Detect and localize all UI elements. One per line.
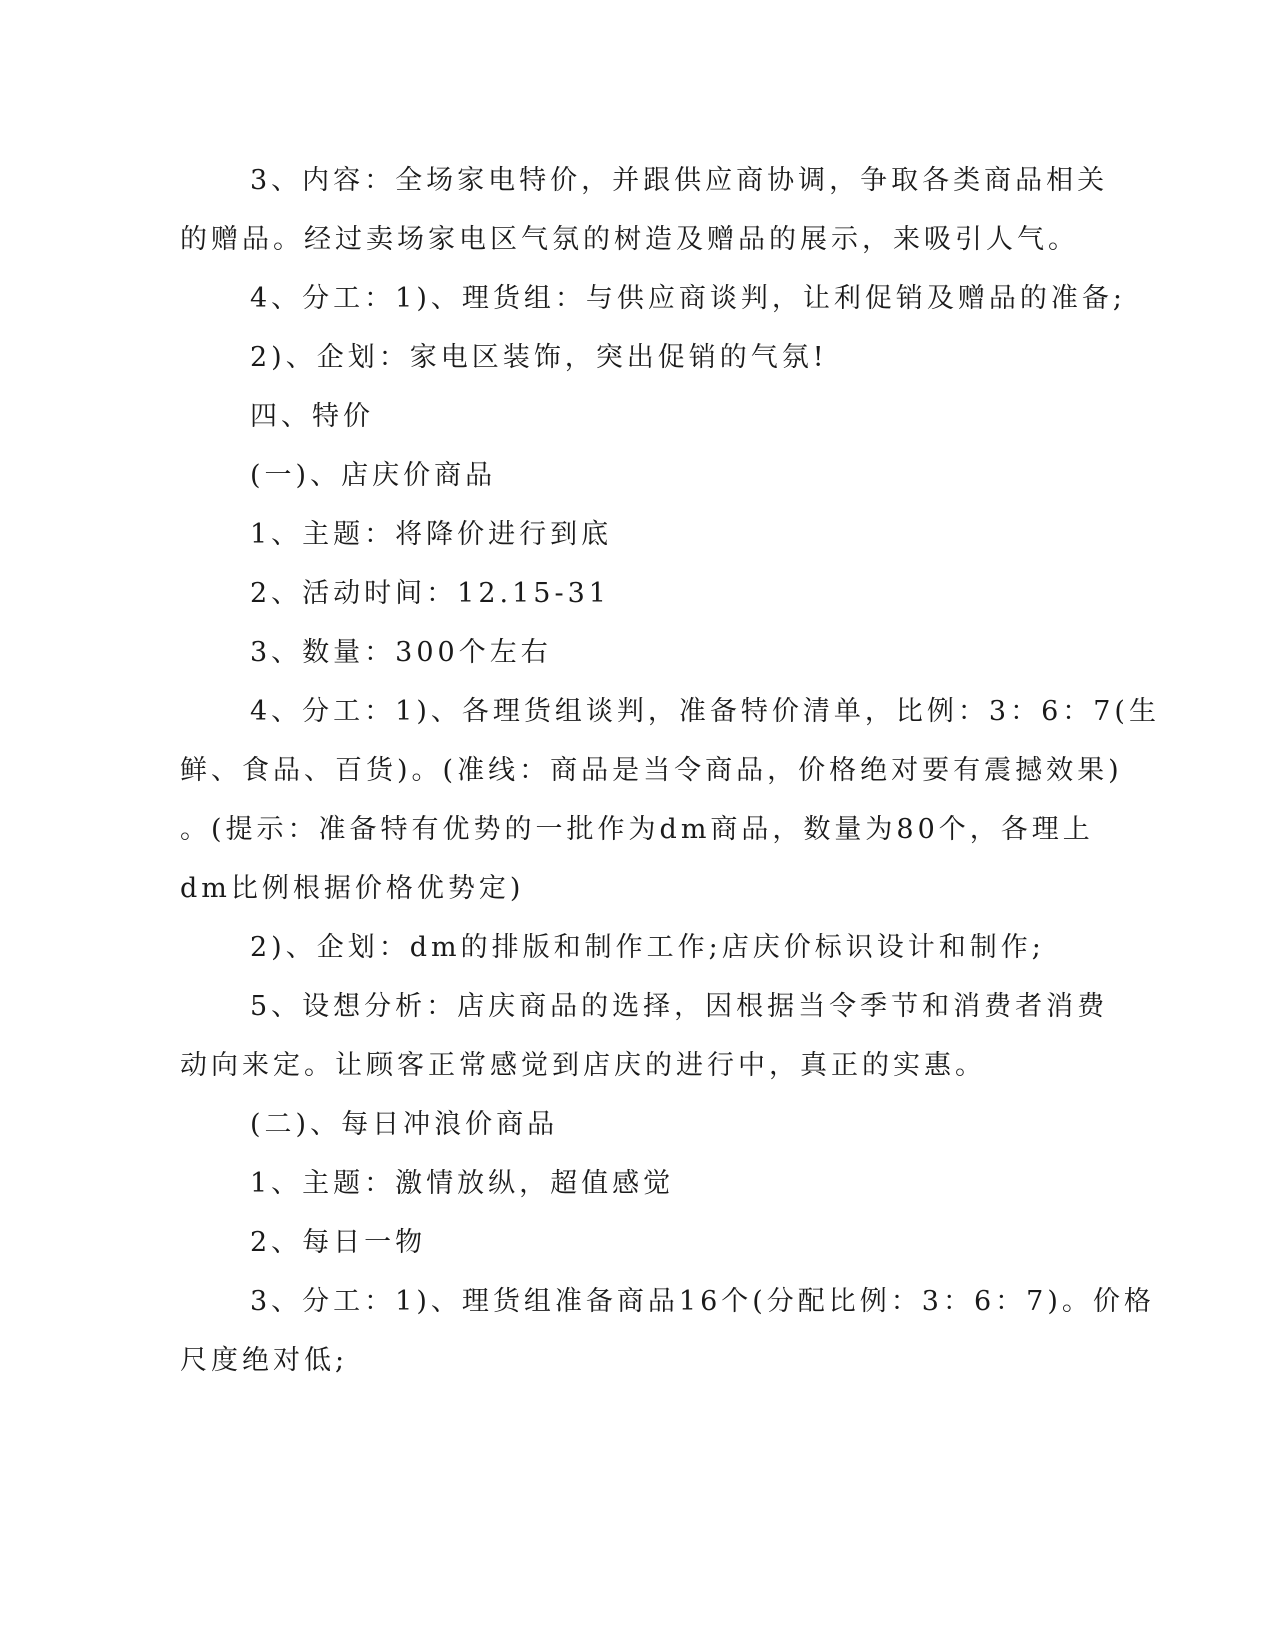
paragraph-line: 尺度绝对低; <box>180 1345 349 1376</box>
paragraph-line: 1、主题：将降价进行到底 <box>250 519 613 550</box>
paragraph-line: 。(提示：准备特有优势的一批作为dm商品，数量为80个，各理上 <box>180 814 1094 845</box>
paragraph-line: 2)、企划：家电区装饰，突出促销的气氛! <box>250 342 828 373</box>
subsection-heading: (一)、店庆价商品 <box>250 460 497 491</box>
section-heading: 四、特价 <box>250 401 374 432</box>
paragraph-line: 2、每日一物 <box>250 1227 427 1258</box>
paragraph-line: 1、主题：激情放纵，超值感觉 <box>250 1168 675 1199</box>
paragraph-line: 4、分工：1)、理货组：与供应商谈判，让利促销及赠品的准备; <box>250 283 1126 314</box>
paragraph-line: dm比例根据价格优势定) <box>180 873 525 904</box>
paragraph-line: 3、内容：全场家电特价，并跟供应商协调，争取各类商品相关 <box>250 165 1109 196</box>
paragraph-line: 2、活动时间：12.15-31 <box>250 578 610 609</box>
paragraph-line: 2)、企划：dm的排版和制作工作;店庆价标识设计和制作; <box>250 932 1045 963</box>
paragraph-line: 4、分工：1)、各理货组谈判，准备特价清单，比例：3：6：7(生 <box>250 696 1160 727</box>
subsection-heading: (二)、每日冲浪价商品 <box>250 1109 559 1140</box>
paragraph-line: 5、设想分析：店庆商品的选择，因根据当令季节和消费者消费 <box>250 991 1109 1022</box>
paragraph-line: 3、分工：1)、理货组准备商品16个(分配比例：3：6：7)。价格 <box>250 1286 1155 1317</box>
paragraph-line: 3、数量：300个左右 <box>250 637 552 668</box>
paragraph-line: 的赠品。经过卖场家电区气氛的树造及赠品的展示，来吸引人气。 <box>180 224 1079 255</box>
paragraph-line: 鲜、食品、百货)。(准线：商品是当令商品，价格绝对要有震撼效果) <box>180 755 1123 786</box>
paragraph-line: 动向来定。让顾客正常感觉到店庆的进行中，真正的实惠。 <box>180 1050 986 1081</box>
